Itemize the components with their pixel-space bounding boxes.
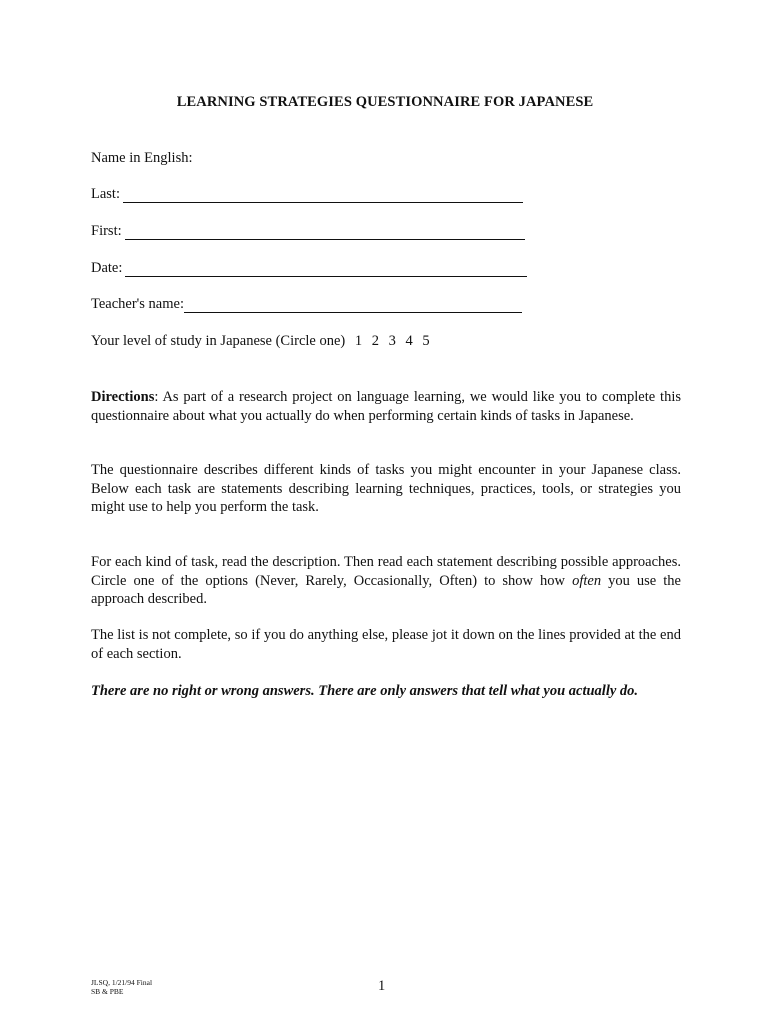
level-option-3[interactable]: 3 (388, 333, 396, 349)
first-name-line[interactable] (125, 225, 525, 240)
tasks-paragraph: The questionnaire describes different kinds of tasks you might encounter in your Japanese class. Below each task are statements describing learning techniques, practices, tools, or strategies you might use to help you perform the task. (91, 462, 681, 515)
date-field (91, 260, 527, 277)
footer-line-2: SB & PBE (91, 987, 124, 996)
level-option-5[interactable]: 5 (422, 333, 430, 349)
list-paragraph: The list is not complete, so if you do anything else, please jot it down on the lines provided at the end of each section. (91, 627, 681, 662)
date-label: Date: (91, 260, 123, 276)
page-number: 1 (378, 978, 386, 994)
footer-line-1: JLSQ, 1/21/94 Final (91, 978, 153, 987)
closing-statement: There are no right or wrong answers. There are only answers that tell what you actually do. (91, 683, 639, 699)
study-level-prompt: Your level of study in Japanese (Circle one) (91, 333, 346, 349)
last-name-line[interactable] (123, 188, 523, 203)
level-option-2[interactable]: 2 (371, 333, 379, 349)
page-title: LEARNING STRATEGIES QUESTIONNAIRE FOR JAPANESE (176, 94, 594, 110)
directions-label: Directions (91, 389, 155, 405)
directions-text: : As part of a research project on language learning, we would like you to complete this questionnaire about what you actually do when performing certain kinds of tasks in Japanese. (91, 389, 681, 424)
level-option-1[interactable]: 1 (354, 333, 363, 349)
teacher-name-field (91, 296, 522, 313)
directions-paragraph (91, 388, 681, 425)
footer-info (91, 978, 152, 996)
level-option-4[interactable]: 4 (405, 333, 413, 349)
instructions-text-after: you use the approach described. (91, 572, 681, 607)
last-name-label: Last: (91, 186, 120, 202)
study-level-row (91, 333, 430, 350)
teacher-name-label: Teacher's name: (91, 296, 184, 312)
instructions-paragraph (91, 553, 681, 609)
first-name-label: First: (91, 223, 122, 239)
last-name-field (91, 186, 523, 203)
instructions-emphasis: often (572, 572, 602, 589)
first-name-field (91, 223, 525, 240)
name-prompt: Name in English: (91, 150, 193, 166)
date-line[interactable] (125, 262, 527, 277)
instructions-text-before: For each kind of task, read the description. Then read each statement describing possible approaches. Circle one of the options (Never, Rarely, Occasionally, Often) to show how (91, 554, 681, 589)
teacher-name-line[interactable] (184, 298, 522, 313)
